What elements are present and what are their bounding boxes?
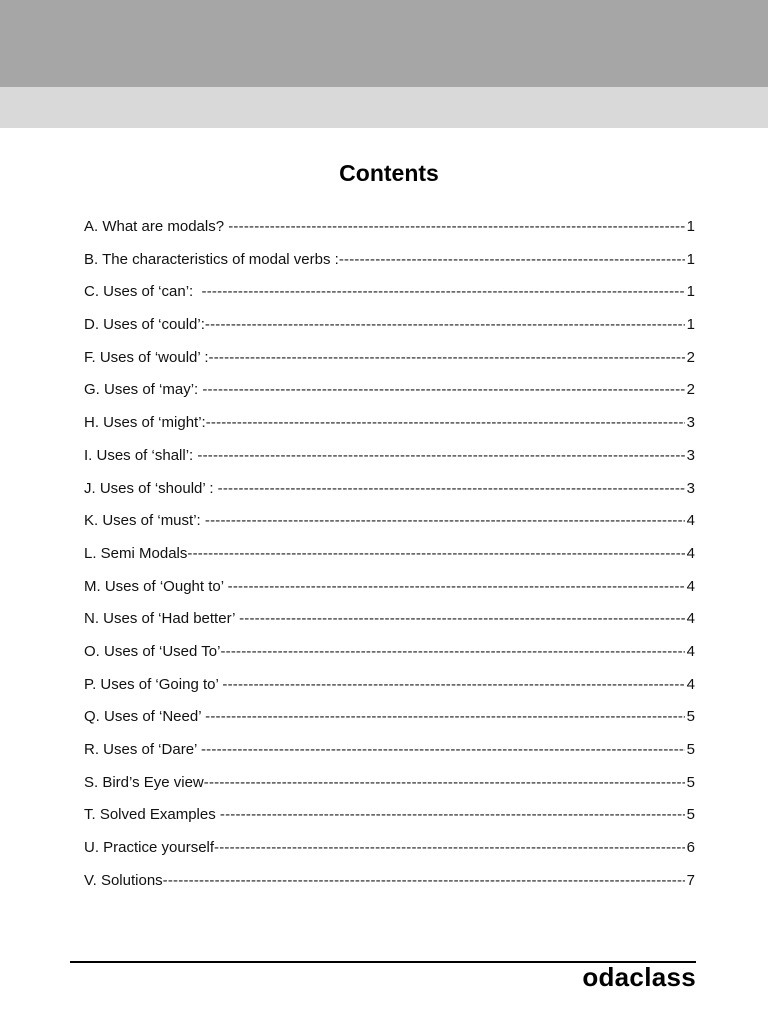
- toc-leader: [202, 283, 685, 300]
- toc-leader: [201, 741, 685, 758]
- toc-entry-page: 1: [686, 283, 695, 301]
- toc-entry-label: L. Semi Modals: [84, 544, 188, 562]
- toc-entry-label: K. Uses of ‘must’:: [84, 512, 205, 530]
- toc-leader: [222, 676, 684, 693]
- page-title: Contents: [339, 160, 439, 186]
- table-of-contents: [84, 218, 695, 904]
- toc-entry-page: 4: [686, 577, 695, 595]
- toc-entry: [84, 806, 695, 839]
- brand-logo: odaclass: [582, 962, 696, 992]
- toc-leader: [204, 774, 685, 791]
- toc-entry-label: O. Uses of ‘Used To’: [84, 642, 221, 660]
- toc-entry-label: C. Uses of ‘can’:: [84, 283, 202, 301]
- toc-entry: [84, 839, 695, 872]
- toc-leader: [220, 806, 685, 823]
- toc-entry-label: V. Solutions: [84, 871, 163, 889]
- toc-entry-page: 5: [686, 708, 695, 726]
- toc-entry-label: S. Bird’s Eye view: [84, 773, 204, 791]
- toc-entry-label: A. What are modals?: [84, 218, 229, 235]
- toc-entry-page: 5: [686, 741, 695, 758]
- toc-entry-label: T. Solved Examples: [84, 806, 220, 824]
- toc-entry: [84, 643, 695, 676]
- toc-entry-page: 1: [686, 218, 695, 235]
- toc-leader: [214, 839, 685, 856]
- toc-leader: [205, 708, 684, 725]
- toc-entry-page: 2: [686, 381, 695, 399]
- toc-entry-page: 4: [686, 544, 695, 562]
- toc-leader: [228, 578, 685, 595]
- toc-leader: [205, 316, 685, 333]
- toc-entry: [84, 251, 695, 284]
- toc-leader: [163, 872, 685, 889]
- toc-leader: [218, 480, 685, 497]
- toc-leader: [228, 218, 684, 235]
- toc-entry-page: 1: [686, 250, 695, 268]
- toc-leader: [202, 381, 684, 398]
- toc-leader: [187, 545, 684, 562]
- toc-entry-page: 5: [686, 773, 695, 791]
- toc-leader: [206, 414, 685, 431]
- toc-entry-page: 3: [686, 414, 695, 432]
- toc-entry: [84, 414, 695, 447]
- toc-entry-label: H. Uses of ‘might’:: [84, 414, 206, 432]
- toc-entry: [84, 774, 695, 807]
- toc-leader: [220, 643, 684, 660]
- toc-entry-page: 4: [686, 512, 695, 530]
- toc-entry-label: R. Uses of ‘Dare’: [84, 741, 201, 758]
- toc-entry: [84, 578, 695, 611]
- toc-entry-label: U. Practice yourself: [84, 839, 215, 857]
- toc-entry-label: Q. Uses of ‘Need’: [84, 708, 206, 726]
- toc-entry: [84, 610, 695, 643]
- toc-entry-label: G. Uses of ‘may’:: [84, 381, 203, 399]
- toc-entry-label: J. Uses of ‘should’ :: [84, 479, 218, 497]
- toc-entry-page: 3: [686, 446, 695, 464]
- toc-leader: [209, 349, 685, 366]
- toc-entry-label: F. Uses of ‘would’ :: [84, 348, 209, 366]
- toc-entry-label: N. Uses of ‘Had better’: [84, 610, 240, 628]
- toc-entry: [84, 676, 695, 709]
- toc-leader: [197, 447, 684, 464]
- toc-entry-page: 1: [686, 316, 695, 334]
- toc-entry-label: P. Uses of ‘Going to’: [84, 675, 223, 693]
- toc-entry-label: I. Uses of ‘shall’:: [84, 446, 198, 464]
- toc-entry: [84, 218, 695, 251]
- toc-entry-page: 6: [686, 839, 695, 857]
- toc-entry-page: 4: [686, 610, 695, 628]
- toc-entry: [84, 741, 695, 774]
- toc-entry: [84, 480, 695, 513]
- toc-entry: [84, 349, 695, 382]
- toc-entry-page: 7: [686, 871, 695, 889]
- header-band-dark: [0, 0, 768, 87]
- toc-entry-label: D. Uses of ‘could’:: [84, 316, 205, 334]
- toc-entry: [84, 447, 695, 480]
- toc-entry: [84, 381, 695, 414]
- toc-entry: [84, 872, 695, 905]
- toc-entry-page: 5: [686, 806, 695, 824]
- toc-leader: [339, 251, 685, 268]
- toc-entry: [84, 545, 695, 578]
- toc-entry: [84, 316, 695, 349]
- toc-entry: [84, 708, 695, 741]
- toc-entry-label: B. The characteristics of modal verbs :: [84, 250, 339, 268]
- toc-entry-page: 4: [686, 642, 695, 660]
- toc-leader: [205, 512, 685, 529]
- header-band-light: [0, 87, 768, 128]
- toc-entry: [84, 512, 695, 545]
- toc-entry: [84, 283, 695, 316]
- toc-entry-page: 2: [686, 348, 695, 366]
- toc-entry-page: 4: [686, 675, 695, 693]
- toc-entry-label: M. Uses of ‘Ought to’: [84, 577, 228, 595]
- toc-leader: [239, 610, 685, 627]
- toc-entry-page: 3: [686, 479, 695, 497]
